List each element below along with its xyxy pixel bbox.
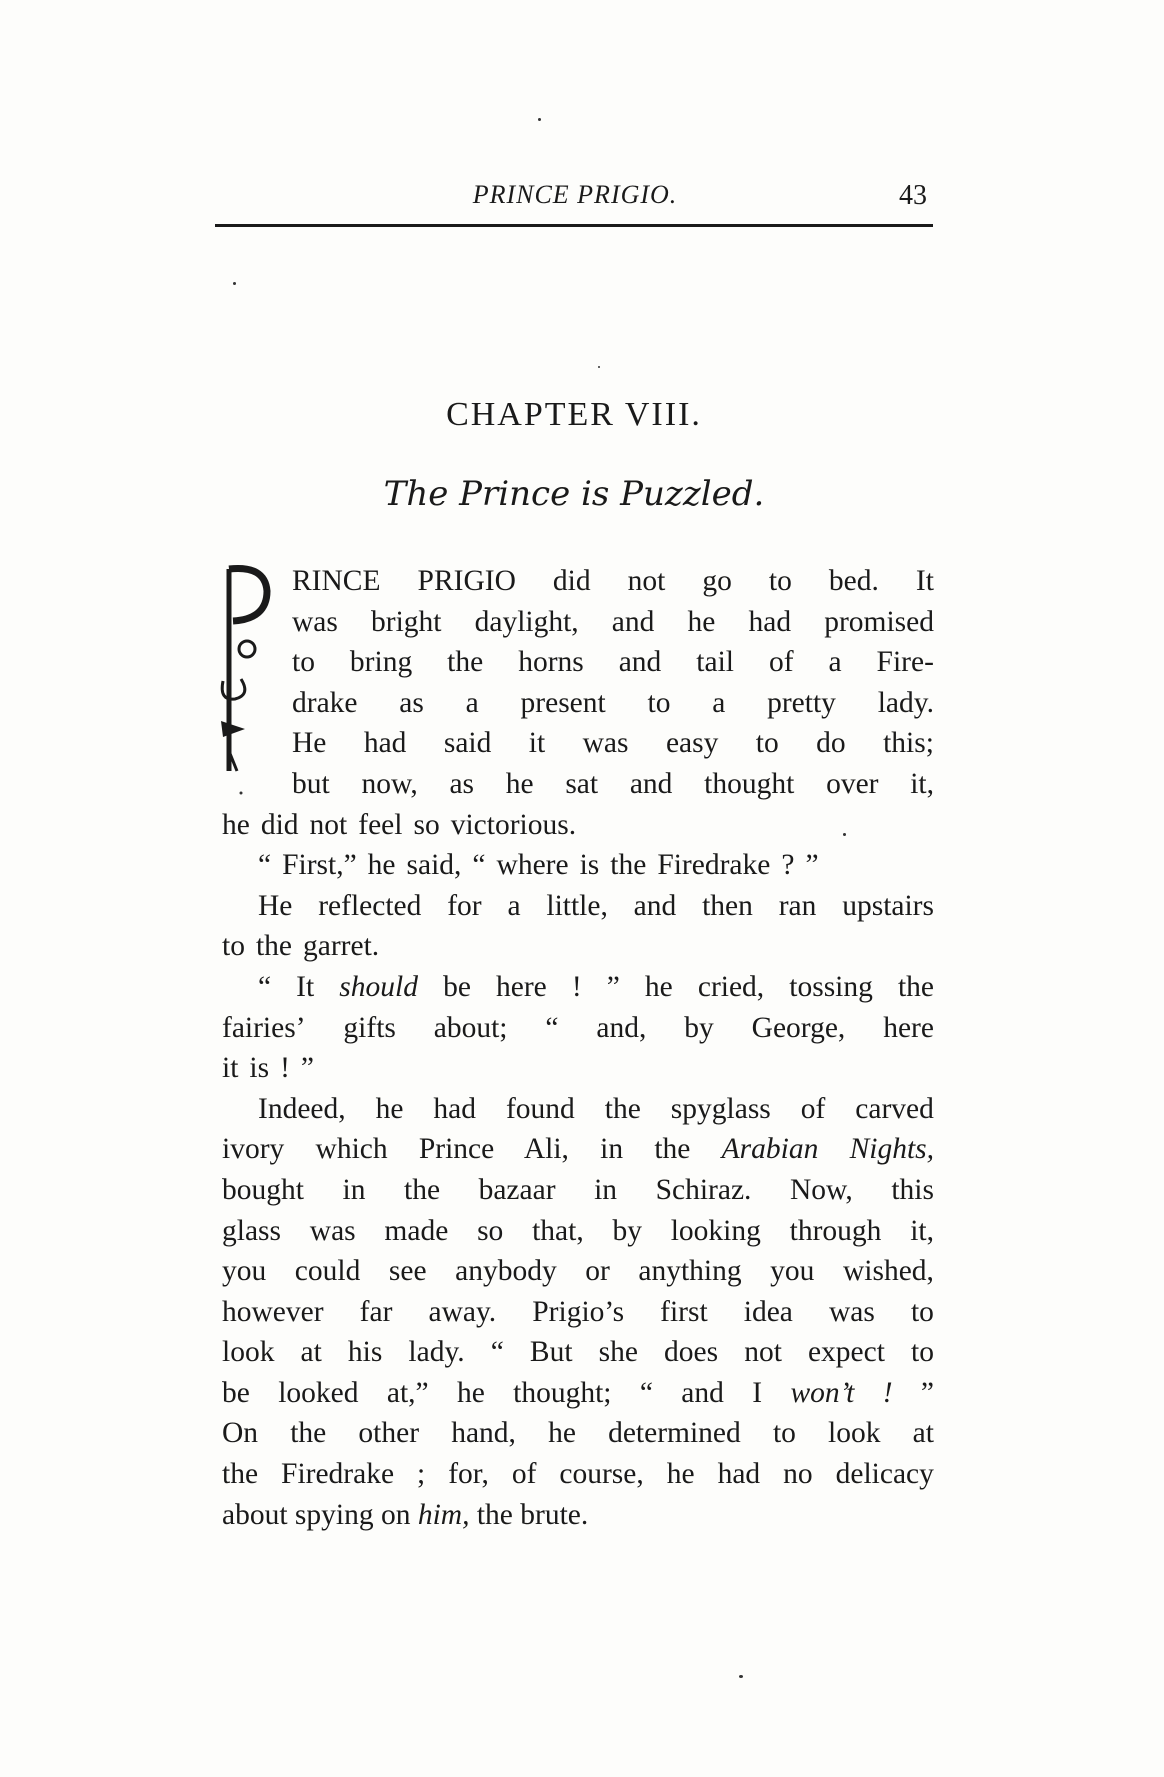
word: he bbox=[505, 767, 534, 800]
word: made bbox=[384, 1214, 449, 1247]
word: Schiraz. bbox=[655, 1173, 752, 1206]
word: bought bbox=[222, 1173, 304, 1206]
word: was bbox=[309, 1214, 356, 1247]
word: bed. bbox=[828, 565, 879, 597]
word: was bbox=[292, 605, 338, 638]
word: He bbox=[258, 889, 293, 922]
word: now, bbox=[361, 767, 418, 800]
word: this; bbox=[883, 727, 934, 760]
word: not bbox=[744, 1336, 782, 1369]
word: look bbox=[828, 1417, 881, 1450]
word: for, bbox=[448, 1458, 489, 1491]
word: anything bbox=[638, 1255, 742, 1288]
text-line bbox=[222, 764, 934, 805]
word: see bbox=[388, 1255, 427, 1288]
word: you bbox=[770, 1255, 815, 1288]
word: it, bbox=[910, 767, 934, 800]
word: He bbox=[292, 727, 327, 760]
text-line bbox=[222, 1413, 934, 1454]
word: as bbox=[449, 767, 475, 800]
text-line bbox=[222, 1332, 934, 1373]
emphasis: should bbox=[339, 970, 418, 1003]
word: was bbox=[828, 1295, 875, 1328]
word: not bbox=[309, 808, 348, 841]
word: no bbox=[783, 1458, 813, 1491]
word: as bbox=[399, 686, 424, 719]
word: at bbox=[300, 1336, 322, 1369]
word: fairies’ bbox=[222, 1011, 306, 1044]
word: RINCE bbox=[292, 565, 381, 597]
word: the bbox=[222, 1458, 259, 1491]
word: his bbox=[347, 1336, 383, 1369]
word: a bbox=[507, 889, 521, 922]
chapter-subtitle: The Prince is Puzzled. bbox=[383, 474, 765, 514]
word: the bbox=[610, 849, 647, 882]
word: do bbox=[816, 727, 846, 760]
header-rule bbox=[215, 224, 933, 227]
word: upstairs bbox=[842, 889, 934, 922]
body-text bbox=[222, 561, 934, 1535]
text-line bbox=[222, 1048, 934, 1089]
word: to bbox=[647, 686, 671, 719]
paper-speck bbox=[598, 366, 600, 368]
word: other bbox=[358, 1417, 420, 1450]
word: little, bbox=[546, 889, 608, 922]
word: But bbox=[529, 1336, 573, 1369]
text-line bbox=[222, 1292, 934, 1333]
word: and bbox=[611, 605, 655, 638]
word: tail bbox=[696, 646, 734, 679]
text-line bbox=[222, 683, 934, 724]
text-line bbox=[222, 723, 934, 764]
word: that, bbox=[532, 1214, 584, 1247]
text-line bbox=[222, 926, 934, 967]
word: is bbox=[249, 1052, 270, 1085]
word: course, bbox=[559, 1458, 644, 1491]
word: had bbox=[363, 727, 407, 760]
word: for bbox=[447, 889, 482, 922]
word: it, bbox=[910, 1214, 934, 1247]
text-line bbox=[222, 1495, 934, 1536]
word: Fire- bbox=[876, 646, 934, 679]
word: Firedrake bbox=[281, 1458, 395, 1491]
word: this bbox=[891, 1173, 934, 1206]
word: to bbox=[768, 565, 792, 597]
word: to bbox=[292, 646, 315, 679]
word: anybody bbox=[455, 1255, 557, 1288]
word: to bbox=[772, 1417, 796, 1450]
running-head bbox=[215, 180, 935, 220]
word: Indeed, bbox=[258, 1092, 346, 1125]
word: expect bbox=[807, 1336, 885, 1369]
word: promised bbox=[824, 605, 934, 638]
word: in bbox=[594, 1173, 618, 1206]
word: gifts bbox=[343, 1011, 396, 1044]
word: it bbox=[222, 1052, 239, 1085]
word: in bbox=[342, 1173, 366, 1206]
word: far bbox=[359, 1295, 393, 1328]
word: garret. bbox=[303, 930, 380, 963]
page-number: 43 bbox=[899, 180, 927, 211]
word: lady. bbox=[408, 1336, 465, 1369]
word: through bbox=[789, 1214, 882, 1247]
word: reflected bbox=[318, 889, 422, 922]
text-line bbox=[222, 1008, 934, 1049]
word: a bbox=[465, 686, 479, 719]
word: to bbox=[910, 1295, 934, 1328]
word: of bbox=[800, 1092, 826, 1125]
word: he bbox=[367, 849, 396, 882]
text-line bbox=[222, 805, 934, 846]
text-line bbox=[222, 561, 934, 602]
word: here bbox=[883, 1011, 934, 1044]
word: about; bbox=[433, 1011, 508, 1044]
word: pretty bbox=[767, 686, 836, 719]
text-span: the brute. bbox=[469, 1498, 589, 1531]
word: was bbox=[582, 727, 629, 760]
word: lady. bbox=[877, 686, 934, 719]
word: ” bbox=[300, 1052, 315, 1085]
word: by bbox=[684, 1011, 714, 1044]
text-line bbox=[222, 642, 934, 683]
word: horns bbox=[518, 646, 584, 679]
paper-speck bbox=[538, 118, 541, 121]
word: delicacy bbox=[835, 1458, 934, 1491]
text-line bbox=[222, 1454, 934, 1495]
text-line bbox=[222, 1373, 934, 1414]
text-line bbox=[222, 845, 934, 886]
word: present bbox=[520, 686, 606, 719]
word: It bbox=[915, 565, 934, 597]
text-line bbox=[222, 967, 934, 1008]
word: wished, bbox=[842, 1255, 934, 1288]
word: and bbox=[618, 646, 662, 679]
word: carved bbox=[855, 1092, 934, 1125]
word: ; bbox=[417, 1458, 426, 1491]
word: at bbox=[912, 1417, 934, 1450]
word: had bbox=[717, 1458, 761, 1491]
word: bring bbox=[349, 646, 413, 679]
word: determined bbox=[608, 1417, 741, 1450]
word: the bbox=[447, 646, 484, 679]
word: bazaar bbox=[478, 1173, 556, 1206]
text-span: “ It bbox=[258, 970, 340, 1003]
text-span: about spying on bbox=[222, 1498, 418, 1531]
word: away. bbox=[428, 1295, 497, 1328]
word: Firedrake bbox=[657, 849, 771, 882]
text-span: be looked at,” he thought; “ and I bbox=[222, 1376, 791, 1409]
word: however bbox=[222, 1295, 324, 1328]
word: a bbox=[712, 686, 726, 719]
word: ? bbox=[781, 849, 795, 882]
word: the bbox=[255, 930, 292, 963]
word: but bbox=[292, 767, 330, 800]
text-line bbox=[222, 1211, 934, 1252]
word: he bbox=[548, 1417, 576, 1450]
word: looking bbox=[670, 1214, 761, 1247]
word: it bbox=[528, 727, 546, 760]
word: said, bbox=[406, 849, 462, 882]
text-span: be here ! ” he cried, tossing the bbox=[417, 970, 934, 1003]
text-line bbox=[222, 1251, 934, 1292]
word: daylight, bbox=[474, 605, 579, 638]
word: sat bbox=[565, 767, 599, 800]
word: so bbox=[413, 808, 440, 841]
word: where bbox=[496, 849, 569, 882]
text-span: ” bbox=[892, 1376, 934, 1409]
text-line bbox=[222, 1089, 934, 1130]
word: PRIGIO bbox=[417, 565, 516, 597]
word: and bbox=[629, 767, 673, 800]
emphasis: Arabian Nights, bbox=[721, 1133, 935, 1166]
word: she bbox=[598, 1336, 638, 1369]
text-line bbox=[222, 602, 934, 643]
word: said bbox=[443, 727, 492, 760]
word: drake bbox=[292, 686, 358, 719]
word: not bbox=[627, 565, 666, 597]
word: he bbox=[666, 1458, 695, 1491]
word: to bbox=[222, 930, 245, 963]
word: he bbox=[222, 808, 250, 841]
word: then bbox=[702, 889, 753, 922]
word: does bbox=[664, 1336, 719, 1369]
text-line bbox=[222, 1129, 934, 1170]
word: hand, bbox=[451, 1417, 516, 1450]
word: victorious. bbox=[450, 808, 577, 841]
word: thought bbox=[704, 767, 795, 800]
word: had bbox=[433, 1092, 477, 1125]
paper-speck bbox=[739, 1675, 743, 1678]
running-title: PRINCE PRIGIO. bbox=[472, 180, 678, 209]
word: a bbox=[828, 646, 842, 679]
emphasis: won’t ! bbox=[790, 1376, 893, 1409]
word: go bbox=[702, 565, 732, 597]
word: by bbox=[612, 1214, 642, 1247]
chapter-heading: CHAPTER VIII. bbox=[446, 396, 702, 433]
word: look bbox=[222, 1336, 275, 1369]
word: “ bbox=[490, 1336, 504, 1369]
word: “ bbox=[545, 1011, 559, 1044]
word: of bbox=[768, 646, 794, 679]
word: On bbox=[222, 1417, 259, 1450]
word: ” bbox=[805, 849, 819, 882]
word: he bbox=[687, 605, 716, 638]
word: Now, bbox=[789, 1173, 853, 1206]
word: you bbox=[222, 1255, 267, 1288]
word: is bbox=[579, 849, 600, 882]
word: the bbox=[290, 1417, 327, 1450]
word: idea bbox=[743, 1295, 793, 1328]
word: George, bbox=[751, 1011, 846, 1044]
word: ran bbox=[778, 889, 817, 922]
text-span: ivory which Prince Ali, in the bbox=[222, 1133, 722, 1166]
paper-speck bbox=[233, 282, 236, 285]
word: did bbox=[260, 808, 299, 841]
text-line bbox=[222, 886, 934, 927]
word: to bbox=[755, 727, 779, 760]
word: “ bbox=[258, 849, 272, 882]
word: and, bbox=[596, 1011, 647, 1044]
word: ! bbox=[280, 1052, 290, 1085]
word: he bbox=[375, 1092, 404, 1125]
word: first bbox=[660, 1295, 708, 1328]
word: could bbox=[294, 1255, 361, 1288]
word: First,” bbox=[282, 849, 357, 882]
emphasis: him, bbox=[417, 1498, 470, 1531]
word: the bbox=[604, 1092, 641, 1125]
text-line bbox=[222, 1170, 934, 1211]
word: to bbox=[911, 1336, 934, 1369]
word: of bbox=[511, 1458, 537, 1491]
word: “ bbox=[472, 849, 486, 882]
word: easy bbox=[665, 727, 719, 760]
word: had bbox=[748, 605, 792, 638]
word: spyglass bbox=[670, 1092, 771, 1125]
word: Prigio’s bbox=[532, 1295, 625, 1328]
word: the bbox=[404, 1173, 441, 1206]
word: over bbox=[826, 767, 879, 800]
word: glass bbox=[222, 1214, 281, 1247]
word: feel bbox=[358, 808, 403, 841]
word: and bbox=[633, 889, 677, 922]
paper-speck bbox=[843, 833, 846, 836]
word: or bbox=[585, 1255, 610, 1288]
word: found bbox=[505, 1092, 575, 1125]
word: did bbox=[552, 565, 591, 597]
word: so bbox=[477, 1214, 504, 1247]
word: bright bbox=[371, 605, 442, 638]
